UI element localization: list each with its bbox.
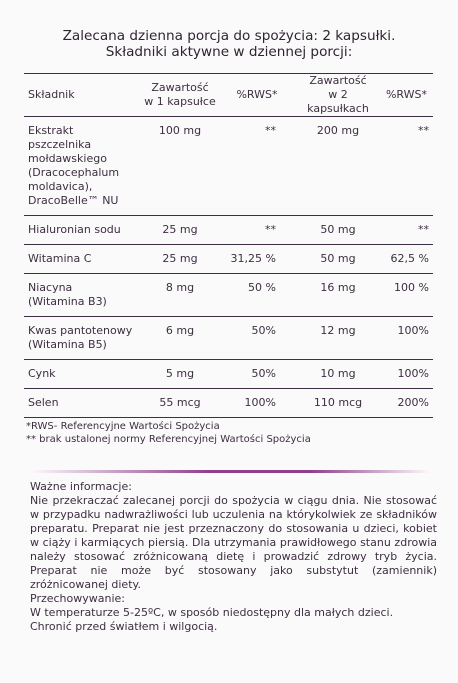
amount-per-1-capsule: 6 mg (142, 317, 218, 360)
ingredient-name-line: Hialuronian sodu (28, 223, 121, 236)
column-header-label: Zawartość (151, 81, 209, 94)
ingredient-name-line: pszczelnika (28, 138, 92, 151)
info-title: Ważne informacje: (30, 480, 132, 493)
table-row (24, 117, 433, 216)
ingredient-name (24, 216, 142, 245)
amount-per-1-capsule: 5 mg (142, 360, 218, 389)
table-row (24, 245, 433, 274)
ingredient-name-line: DracoBelle™ NU (28, 194, 119, 207)
rws-percent-1: 100% (218, 389, 296, 418)
amount-per-1-capsule: 55 mcg (142, 389, 218, 418)
column-header-label: Zawartość (309, 74, 367, 87)
amount-per-2-capsules: 16 mg (296, 274, 380, 317)
ingredient-name (24, 245, 142, 274)
ingredients-table (24, 73, 433, 418)
amount-per-1-capsule: 25 mg (142, 245, 218, 274)
important-information (30, 480, 437, 634)
ingredient-name-line: (Dracocephalum (28, 166, 120, 179)
rws-percent-1: 50% (218, 317, 296, 360)
table-row (24, 360, 433, 389)
ingredient-name-line: moldavica), (28, 180, 93, 193)
heading-line-1: Zalecana dzienna porcja do spożycia: 2 kapsułki. (62, 28, 396, 44)
info-paragraph: Nie przekraczać zalecanej porcji do spożycia w ciągu dnia. Nie stosować w przypadku nadwrażliwości lub uczulenia na którykolwiek ze składników preparatu. Preparat nie jest przeznaczony do stosowania u dzieci, kobiet w ciąży i karmiących piersią. Dla utrzymania prawidłowego stanu zdrowia należy stosować zróżnicowaną dietę i prowadzić zdrowy tryb życia. Preparat nie może być stosowany jako substytut (zamiennik) zróżnicowanej diety. (30, 494, 437, 591)
storage-line-2: Chronić przed światłem i wilgocią. (30, 620, 218, 633)
rws-percent-2: 200% (380, 389, 433, 418)
ingredient-name-line: mołdawskiego (28, 152, 107, 165)
table-row (24, 274, 433, 317)
amount-per-1-capsule: 100 mg (142, 117, 218, 216)
amount-per-1-capsule: 8 mg (142, 274, 218, 317)
rws-percent-2: ** (380, 117, 433, 216)
ingredient-name-line: Witamina C (28, 252, 92, 265)
footnotes (26, 420, 446, 446)
rws-percent-2: 100 % (380, 274, 433, 317)
column-header-ingredient: Składnik (24, 74, 142, 117)
ingredient-name (24, 389, 142, 418)
column-header-rws-2: %RWS* (380, 74, 433, 117)
ingredient-name-line: (Witamina B3) (28, 295, 107, 308)
table-row (24, 216, 433, 245)
ingredient-name-line: Cynk (28, 367, 56, 380)
amount-per-2-capsules: 110 mcg (296, 389, 380, 418)
amount-per-2-capsules: 50 mg (296, 216, 380, 245)
ingredient-name-line: (Witamina B5) (28, 338, 107, 351)
heading-line-2: Składniki aktywne w dziennej porcji: (105, 44, 353, 60)
amount-per-2-capsules: 10 mg (296, 360, 380, 389)
rws-percent-2: ** (380, 216, 433, 245)
column-header-per-2-capsules (296, 74, 380, 117)
amount-per-2-capsules: 200 mg (296, 117, 380, 216)
table-header-row (24, 74, 433, 117)
rws-percent-2: 62,5 % (380, 245, 433, 274)
amount-per-2-capsules: 50 mg (296, 245, 380, 274)
rws-percent-1: 50 % (218, 274, 296, 317)
rws-percent-1: 31,25 % (218, 245, 296, 274)
rws-percent-2: 100% (380, 360, 433, 389)
storage-title: Przechowywanie: (30, 592, 125, 605)
table-body (24, 117, 433, 418)
column-header-per-1-capsule (142, 74, 218, 117)
ingredient-name-line: Selen (28, 396, 59, 409)
ingredient-name (24, 360, 142, 389)
ingredient-name-line: Ekstrakt (28, 124, 74, 137)
table-row (24, 389, 433, 418)
ingredient-name (24, 274, 142, 317)
column-header-rws-1: %RWS* (218, 74, 296, 117)
column-header-label: w 1 kapsułce (144, 95, 216, 108)
column-header-label: w 2 kapsułkach (307, 88, 369, 115)
rws-percent-1: 50% (218, 360, 296, 389)
footnote-no-norm: ** brak ustalonej normy Referencyjnej Wartości Spożycia (26, 434, 311, 445)
rws-percent-1: ** (218, 117, 296, 216)
rws-percent-1: ** (218, 216, 296, 245)
heading (0, 28, 458, 60)
amount-per-1-capsule: 25 mg (142, 216, 218, 245)
amount-per-2-capsules: 12 mg (296, 317, 380, 360)
ingredient-name-line: Niacyna (28, 281, 73, 294)
table-row (24, 317, 433, 360)
storage-line-1: W temperaturze 5-25ºC, w sposób niedostępny dla małych dzieci. (30, 606, 394, 619)
divider (30, 470, 430, 473)
footnote-rws: *RWS- Referencyjne Wartości Spożycia (26, 421, 220, 432)
ingredient-name (24, 117, 142, 216)
ingredient-name-line: Kwas pantotenowy (28, 324, 133, 337)
ingredient-name (24, 317, 142, 360)
rws-percent-2: 100% (380, 317, 433, 360)
